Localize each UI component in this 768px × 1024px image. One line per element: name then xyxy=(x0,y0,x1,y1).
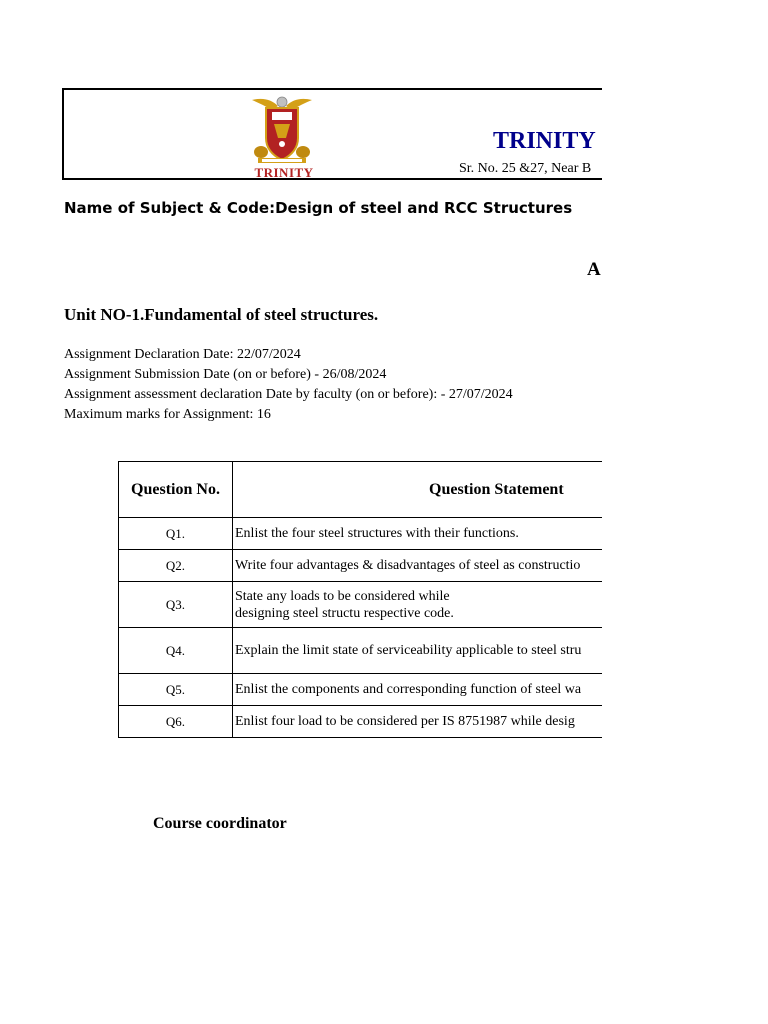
table-row xyxy=(119,706,603,738)
table-header-row xyxy=(119,462,603,518)
assessment-date: Assignment assessment declaration Date by faculty (on or before): - 27/07/2024 xyxy=(64,387,513,402)
course-coordinator-label: Course coordinator xyxy=(153,815,287,832)
assignment-heading: A xyxy=(587,259,601,280)
question-statement: Explain the limit state of serviceability applicable to steel stru xyxy=(233,628,603,674)
institution-name: TRINITY xyxy=(493,128,596,154)
institution-address: Sr. No. 25 &27, Near B xyxy=(459,161,592,176)
question-number: Q1. xyxy=(119,518,233,550)
assignment-meta xyxy=(64,345,513,425)
max-marks: Maximum marks for Assignment: 16 xyxy=(64,407,271,422)
question-statement: Enlist the four steel structures with their functions. xyxy=(233,518,603,550)
question-statement: Enlist the components and corresponding function of steel wa xyxy=(233,674,603,706)
question-number: Q6. xyxy=(119,706,233,738)
question-number: Q5. xyxy=(119,674,233,706)
question-statement: State any loads to be considered while designing steel structu respective code. xyxy=(233,582,603,628)
question-number: Q4. xyxy=(119,628,233,674)
table-row xyxy=(119,582,603,628)
declaration-date: Assignment Declaration Date: 22/07/2024 xyxy=(64,347,301,362)
submission-date: Assignment Submission Date (on or before) - 26/08/2024 xyxy=(64,367,387,382)
column-header-question-no: Question No. xyxy=(119,462,233,518)
subject-line: Name of Subject & Code:Design of steel and RCC Structures xyxy=(64,199,573,217)
column-header-question-statement: Question Statement xyxy=(233,462,603,518)
question-number: Q3. xyxy=(119,582,233,628)
table-row xyxy=(119,518,603,550)
logo-text: TRINITY xyxy=(254,166,314,180)
table-row xyxy=(119,550,603,582)
table-row xyxy=(119,674,603,706)
unit-title: Unit NO-1.Fundamental of steel structures. xyxy=(64,305,379,324)
question-statement: Write four advantages & disadvantages of steel as constructio xyxy=(233,550,603,582)
table-row xyxy=(119,628,603,674)
question-statement: Enlist four load to be considered per IS 8751987 while desig xyxy=(233,706,603,738)
questions-table xyxy=(118,461,602,738)
question-number: Q2. xyxy=(119,550,233,582)
